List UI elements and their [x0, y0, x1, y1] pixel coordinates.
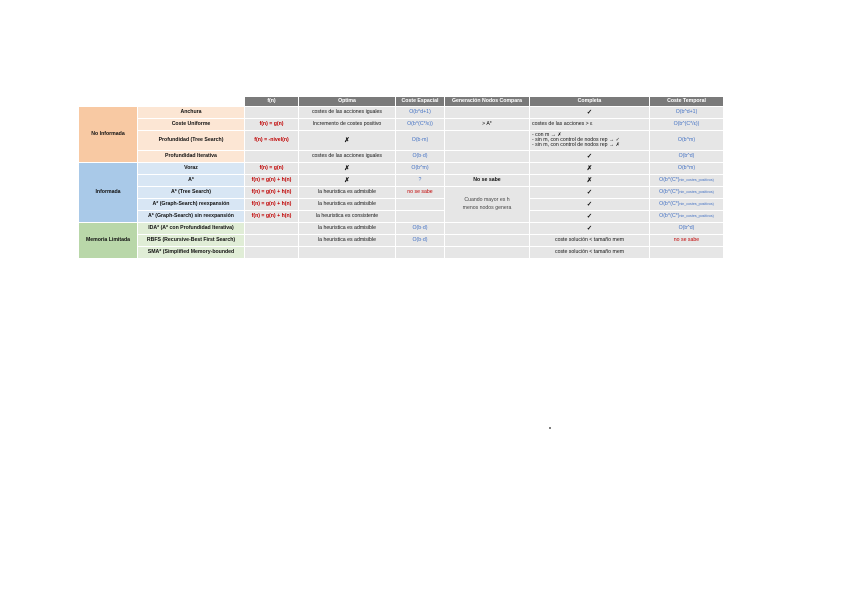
table-row — [79, 151, 723, 162]
cell-fn: f(n) = g(n) + h(n) — [245, 187, 298, 198]
cell-optima: costes de las acciones iguales — [299, 107, 395, 118]
cell-optima: costes de las acciones iguales — [299, 151, 395, 162]
cell-espacial — [396, 211, 444, 222]
table-row — [79, 199, 723, 210]
cell-espacial: O(b^m) — [396, 163, 444, 174]
cell-optima: Incremento de costes positivo — [299, 119, 395, 130]
cell-generacion: No se sabe — [445, 175, 529, 186]
table-row — [79, 131, 723, 150]
algorithm-name: RBFS (Recursive-Best First Search) — [138, 235, 244, 246]
cell-fn: f(n) = g(n) — [245, 119, 298, 130]
table-row — [79, 107, 723, 118]
group-no-informada: No Informada — [79, 107, 137, 162]
cell-temporal: O(b^d) — [650, 151, 723, 162]
algorithm-name: Coste Uniforme — [138, 119, 244, 130]
cell-temporal: O(b^(C*)nin_costes_positivos) — [650, 187, 723, 198]
cell-temporal: O(b^(C*)nin_costes_positivos) — [650, 199, 723, 210]
algorithm-name: Profundidad Iterativa — [138, 151, 244, 162]
group-memoria-limitada: Memoria Limitada — [79, 223, 137, 258]
header-coste-espacial: Coste Espacial — [396, 97, 444, 106]
check-icon: ✓ — [530, 199, 649, 210]
cell-completa — [530, 131, 649, 150]
cell-fn — [245, 235, 298, 246]
header-fn: f(n) — [245, 97, 298, 106]
cell-temporal: O(b^m) — [650, 163, 723, 174]
cell-optima: la heuristica es admisible — [299, 235, 395, 246]
cell-temporal: O(b^d+1) — [650, 107, 723, 118]
cell-generacion — [445, 151, 529, 162]
cell-generacion: > A* — [445, 119, 529, 130]
cell-generacion — [445, 247, 529, 258]
cell-espacial: O(b·d) — [396, 223, 444, 234]
cell-espacial: ? — [396, 175, 444, 186]
cell-fn: f(n) = g(n) + h(n) — [245, 175, 298, 186]
cell-espacial: O(b^(C*/ε)) — [396, 119, 444, 130]
cell-generacion — [445, 107, 529, 118]
completa-line: - sin m, con control de nodos rep → ✗ — [532, 142, 620, 149]
check-icon: ✓ — [530, 211, 649, 222]
algorithm-name: A* (Graph-Search) sin reexpansión — [138, 211, 244, 222]
table-row — [79, 175, 723, 186]
cell-temporal: O(b^d) — [650, 223, 723, 234]
cell-generacion — [445, 235, 529, 246]
cell-generacion — [445, 163, 529, 174]
cell-fn — [245, 151, 298, 162]
cell-espacial: O(b·d) — [396, 235, 444, 246]
algorithm-name: IDA* (A* con Profundidad Iterativa) — [138, 223, 244, 234]
table-row — [79, 119, 723, 130]
cell-temporal: no se sabe — [650, 235, 723, 246]
cell-fn — [245, 223, 298, 234]
header-optima: Optima — [299, 97, 395, 106]
cell-completa: coste solución < tamaño mem — [530, 235, 649, 246]
completa-line: - sin m, con control de nodos rep → ✓ — [532, 136, 620, 143]
check-icon: ✓ — [530, 107, 649, 118]
cell-fn: f(n) = g(n) + h(n) — [245, 211, 298, 222]
table-header-row — [79, 97, 723, 106]
cell-espacial: O(b·m) — [396, 131, 444, 150]
cell-optima: la heuristica es admisible — [299, 223, 395, 234]
table-row — [79, 223, 723, 234]
table-row — [79, 235, 723, 246]
stray-dot-mark — [549, 427, 551, 429]
table-row — [79, 163, 723, 174]
header-completa: Completa — [530, 97, 649, 106]
algorithm-name: A* (Tree Search) — [138, 187, 244, 198]
cross-icon: ✗ — [299, 163, 395, 174]
cell-fn: f(n) = -nivel(n) — [245, 131, 298, 150]
cell-espacial: no se sabe — [396, 187, 444, 198]
check-icon: ✓ — [530, 223, 649, 234]
cell-generacion — [445, 131, 529, 150]
cell-temporal: O(b^(C*)nin_costes_positivos) — [650, 211, 723, 222]
cell-optima: la heuristica es admisible — [299, 187, 395, 198]
cross-icon: ✗ — [299, 175, 395, 186]
table-row — [79, 187, 723, 198]
completa-line: - con m → ✗ — [532, 131, 562, 138]
algorithm-name: Voraz — [138, 163, 244, 174]
cell-fn: f(n) = g(n) — [245, 163, 298, 174]
cell-temporal: O(b^m) — [650, 131, 723, 150]
cross-icon: ✗ — [530, 175, 649, 186]
check-icon: ✓ — [530, 187, 649, 198]
cell-completa: coste solución < tamaño mem — [530, 247, 649, 258]
cell-espacial — [396, 199, 444, 210]
cell-generacion — [445, 223, 529, 234]
cell-temporal: O(b^(C*)nin_costes_positivos) — [650, 175, 723, 186]
cell-espacial: O(b^d+1) — [396, 107, 444, 118]
cell-fn: f(n) = g(n) + h(n) — [245, 199, 298, 210]
cell-espacial — [396, 247, 444, 258]
header-coste-temporal: Coste Temporal — [650, 97, 723, 106]
cell-fn — [245, 107, 298, 118]
cell-optima — [299, 247, 395, 258]
cell-temporal — [650, 247, 723, 258]
header-generacion: Generación Nodos Compara — [445, 97, 529, 106]
cell-fn — [245, 247, 298, 258]
table-row — [79, 247, 723, 258]
algorithm-name: A* (Graph-Search) reexpansión — [138, 199, 244, 210]
group-informada: Informada — [79, 163, 137, 222]
cell-generacion-merged: Cuando mayor es h menos nodos genera — [445, 187, 529, 222]
algorithm-name: Profundidad (Tree Search) — [138, 131, 244, 150]
algorithm-name: A* — [138, 175, 244, 186]
search-algorithms-table — [78, 96, 724, 259]
cell-temporal: O(b^(C*/ε)) — [650, 119, 723, 130]
cell-completa: costes de las acciones > ε — [530, 119, 649, 130]
algorithm-name: Anchura — [138, 107, 244, 118]
cell-espacial: O(b·d) — [396, 151, 444, 162]
cell-optima: la heuristica es consistente — [299, 211, 395, 222]
cross-icon: ✗ — [299, 131, 395, 150]
cell-optima: la heuristica es admisible — [299, 199, 395, 210]
cross-icon: ✗ — [530, 163, 649, 174]
algorithm-name: SMA* (Simplified Memory-bounded — [138, 247, 244, 258]
table-row — [79, 211, 723, 222]
check-icon: ✓ — [530, 151, 649, 162]
